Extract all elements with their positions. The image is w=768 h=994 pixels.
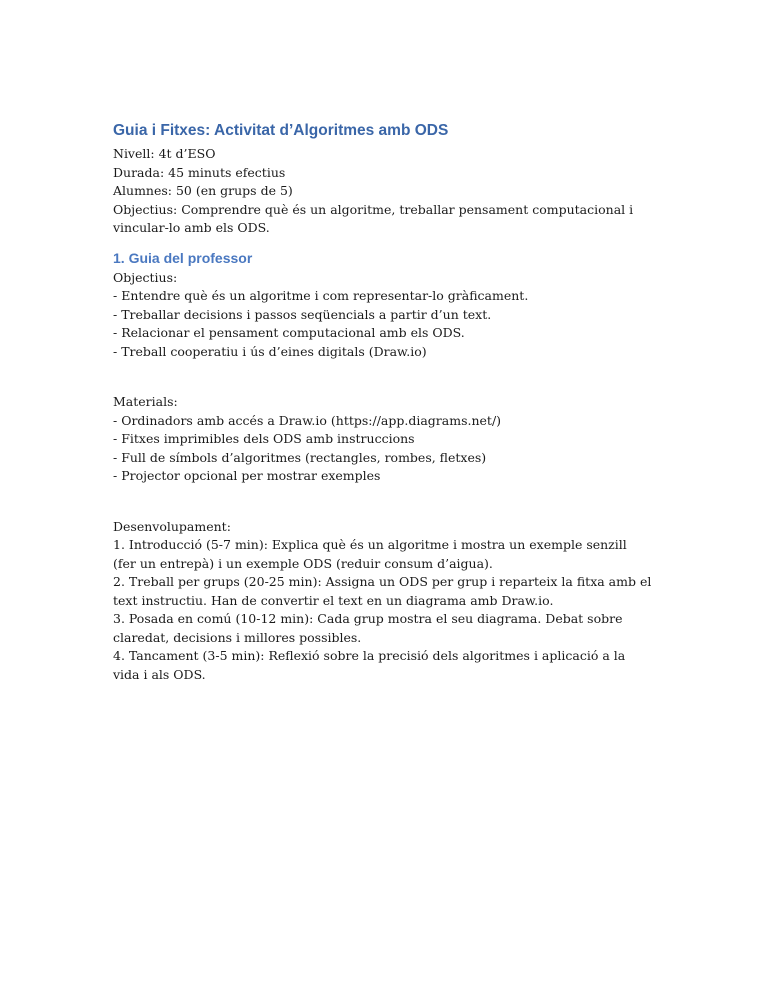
spacer	[113, 486, 653, 518]
meta-level: Nivell: 4t d’ESO	[113, 146, 216, 161]
spacer	[113, 361, 653, 393]
objective-item: - Treballar decisions i passos seqüencials a partir d’un text.	[113, 306, 492, 322]
meta-duration: Durada: 45 minuts efectius	[113, 164, 286, 180]
objective-item: - Relacionar el pensament computacional amb els ODS.	[113, 325, 465, 340]
development-step: 1. Introducció (5-7 min): Explica què és un algoritme i mostra un exemple senzill (fer un entrepà) i un exemple ODS (reduir consum d’aigua).	[113, 537, 627, 571]
development-label: Desenvolupament:	[113, 518, 231, 534]
meta-objectives: Objectius: Comprendre què és un algoritme, treballar pensament computacional i vincular-lo amb els ODS.	[113, 201, 634, 235]
meta-students: Alumnes: 50 (en grups de 5)	[113, 183, 293, 198]
objectives-label: Objectius:	[113, 269, 178, 285]
material-item: - Projector opcional per mostrar exemples	[113, 468, 381, 483]
development-step: 2. Treball per grups (20-25 min): Assigna un ODS per grup i reparteix la fitxa amb el text instructiu. Han de convertir el text en un diagrama amb Draw.io.	[113, 574, 652, 608]
material-item: - Full de símbols d’algoritmes (rectangles, rombes, fletxes)	[113, 449, 487, 465]
material-item: - Fitxes imprimibles dels ODS amb instruccions	[113, 431, 415, 446]
materials-label: Materials:	[113, 394, 178, 409]
objective-item: - Treball cooperatiu i ús d’eines digitals (Draw.io)	[113, 343, 427, 359]
document-page	[113, 120, 653, 684]
development-step: 3. Posada en comú (10-12 min): Cada grup mostra el seu diagrama. Debat sobre claredat, decisions i millores possibles.	[113, 611, 623, 645]
material-item: - Ordinadors amb accés a Draw.io (https://app.diagrams.net/)	[113, 412, 502, 428]
objective-item: - Entendre què és un algoritme i com representar-lo gràficament.	[113, 288, 529, 303]
document-title: Guia i Fitxes: Activitat d’Algoritmes amb ODS	[113, 122, 449, 139]
section-heading-teacher-guide: 1. Guia del professor	[113, 249, 253, 266]
development-step: 4. Tancament (3-5 min): Reflexió sobre la precisió dels algoritmes i aplicació a la vida i als ODS.	[113, 648, 626, 682]
